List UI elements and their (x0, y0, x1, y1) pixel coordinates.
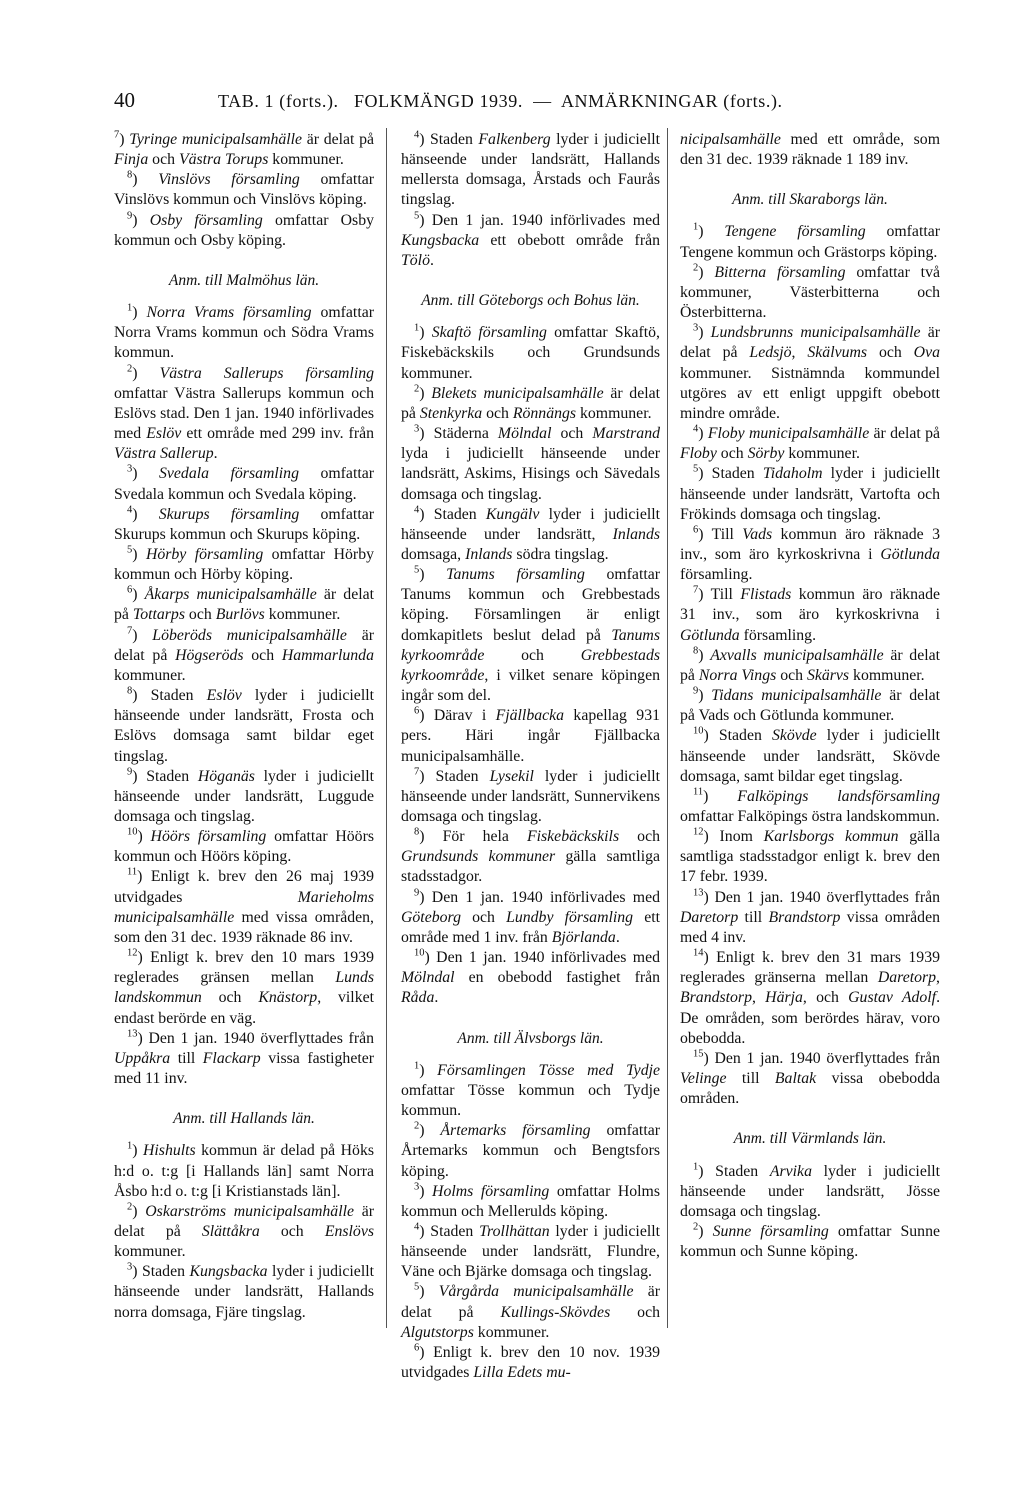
section-heading: Anm. till Värmlands län. (733, 1130, 887, 1148)
footnote: $^{11}$) Enligt k. brev den 26 maj 1939 utvidgades Marieholms municipalsamhälle med vissa områden, som den 31 dec. 1939 räknade 86 inv. (114, 867, 374, 946)
section-heading: Anm. till Älvsborgs län. (457, 1029, 604, 1047)
footnote: $^5$) Staden Tidaholm lyder i judiciellt hänseende under landsrätt, Vartofta och Frökinds domsaga och tingslag. (680, 464, 940, 523)
footnote: $^9$) Staden Höganäs lyder i judiciellt hänseende under landsrätt, Luggude domsaga och tingslag. (114, 766, 374, 825)
footnote: $^4$) Staden Falkenberg lyder i judiciellt hänseende under landsrätt, Hallands mellersta domsaga, Årstads och Faurås tingslag. (401, 129, 660, 209)
footnote: $^3$) Lundsbrunns municipalsamhälle är delat på Ledsjö, Skälvums och Ova kommuner. Sistnämnda kommundel utgöres av ett enligt uppgift obebott mindre område. (680, 322, 940, 422)
text-column-3 (680, 130, 940, 1262)
footnote: nicipalsamhälle med ett område, som den 31 dec. 1939 räknade 1 189 inv. (680, 131, 940, 169)
footnote: $^2$) Sunne församling omfattar Sunne kommun och Sunne köping. (680, 1221, 940, 1261)
page-header (0, 88, 1024, 118)
column-divider-1 (386, 128, 387, 1328)
footnote: $^1$) Församlingen Tösse med Tydje omfattar Tösse kommun och Tydje kommun. (401, 1060, 660, 1120)
section-heading: Anm. till Malmöhus län. (168, 271, 320, 289)
footnote: $^8$) Staden Eslöv lyder i judiciellt hänseende under landsrätt, Frosta och Eslövs domsaga samt bildar eget tingslag. (114, 685, 374, 765)
page-number: 40 (114, 88, 135, 112)
footnote: $^2$) Bitterna församling omfattar två kommuner, Västerbitterna och Österbitterna. (680, 262, 940, 322)
footnote: $^3$) Svedala församling omfattar Svedala kommun och Svedala köping. (114, 464, 374, 503)
section-heading: Anm. till Göteborgs och Bohus län. (421, 292, 640, 310)
footnote: $^6$) Till Vads kommun äro räknade 3 inv., som äro kyrkoskrivna i Götlunda församling. (680, 524, 940, 584)
footnote: $^9$) Den 1 jan. 1940 införlivades med Göteborg och Lundby församling ett område med 1 inv. från Björlanda. (401, 887, 660, 946)
footnote: $^2$) Blekets municipalsamhälle är delat på Stenkyrka och Rönnängs kommuner. (401, 383, 660, 422)
footnote: $^{10}$) Den 1 jan. 1940 införlivades med Mölndal en obebodd fastighet från Råda. (401, 947, 660, 1007)
text-column-2 (401, 130, 660, 1383)
footnote: $^5$) Tanums församling omfattar Tanums kommun och Grebbestads köping. Församlingen är enligt domkapitlets beslut delad på Tanums kyrkoområde och Grebbestads kyrkoområde, i vilket senare köpingen ingår som del. (401, 564, 660, 705)
footnote: $^{10}$) Höörs församling omfattar Höörs kommun och Höörs köping. (114, 826, 374, 866)
footnote: $^5$) Hörby församling omfattar Hörby kommun och Hörby köping. (114, 544, 374, 584)
footnote: $^1$) Norra Vrams församling omfattar Norra Vrams kommun och Södra Vrams kommun. (114, 302, 374, 362)
footnote: $^2$) Oskarströms municipalsamhälle är delat på Slättåkra och Enslövs kommuner. (114, 1201, 374, 1261)
section-heading: Anm. till Hallands län. (173, 1110, 315, 1128)
footnote: $^{15}$) Den 1 jan. 1940 överflyttades från Velinge till Baltak vissa obebodda områden. (680, 1048, 940, 1108)
footnote: $^8$) Axvalls municipalsamhälle är delat på Norra Vings och Skärvs kommuner. (680, 645, 941, 684)
footnote: $^3$) Städerna Mölndal och Marstrand lyda i judiciellt hänseende under landsrätt, Askims, Hisings och Sävedals domsaga och tingslag. (401, 423, 660, 503)
footnote: $^2$) Västra Sallerups församling omfattar Västra Sallerups kommun och Eslövs stad. Den 1 jan. 1940 införlivades med Eslöv ett område med 299 inv. från Västra Sallerup. (114, 363, 375, 463)
footnote: $^2$) Årtemarks församling omfattar Årtemarks kommun och Bengtsfors köping. (401, 1120, 660, 1180)
footnote: $^5$) Vårgårda municipalsamhälle är delat på Kullings-Skövdes och Algutstorps kommuner. (401, 1282, 660, 1341)
footnote: $^{13}$) Den 1 jan. 1940 överflyttades från Uppåkra till Flackarp vissa fastigheter med 11 inv. (114, 1028, 374, 1088)
footnote: $^8$) Vinslövs församling omfattar Vinslövs kommun och Vinslövs köping. (114, 170, 374, 209)
footnote: $^{14}$) Enligt k. brev den 31 mars 1939 reglerades gränserna mellan Daretorp, Brandstorp, Härja, och Gustav Adolf. De områden, som berördes härav, voro obebodda. (680, 947, 941, 1047)
footnote: $^5$) Den 1 jan. 1940 införlivades med Kungsbacka ett obebott område från Tölö. (401, 210, 660, 269)
footnote: $^8$) För hela Fiskebäckskils och Grundsunds kommuner gälla samtliga stadsstadgor. (401, 826, 661, 886)
footnote: $^4$) Staden Kungälv lyder i judiciellt hänseende under landsrätt, Inlands domsaga, Inlands södra tingslag. (401, 504, 660, 563)
footnote: $^{13}$) Den 1 jan. 1940 överflyttades från Daretorp till Brandstorp vissa områden med 4 inv. (680, 887, 940, 946)
footnote: $^7$) Staden Lysekil lyder i judiciellt hänseende under landsrätt, Sunnervikens domsaga och tingslag. (401, 766, 660, 825)
footnote: $^4$) Staden Trollhättan lyder i judiciellt hänseende under landsrätt, Flundre, Väne och Bjärke domsaga och tingslag. (401, 1221, 660, 1281)
footnote: $^1$) Skaftö församling omfattar Skaftö, Fiskebäckskils och Grundsunds kommuner. (401, 322, 660, 382)
footnote: $^3$) Holms församling omfattar Holms kommun och Mellerulds köping. (401, 1181, 660, 1220)
footnote: $^1$) Staden Arvika lyder i judiciellt hänseende under landsrätt, Jösse domsaga och tingslag. (680, 1161, 940, 1220)
footnote: $^3$) Staden Kungsbacka lyder i judiciellt hänseende under landsrätt, Hallands norra domsaga, Fjäre tingslag. (114, 1262, 374, 1321)
page-running-title: TAB. 1 (forts.). FOLKMÄNGD 1939. — ANMÄRKNINGAR (forts.). (218, 91, 783, 111)
footnote: $^1$) Tengene församling omfattar Tengene kommun och Grästorps köping. (680, 222, 940, 261)
footnote: $^7$) Till Flistads kommun äro räknade 31 inv., som äro kyrkoskrivna i Götlunda församling. (680, 585, 940, 644)
footnote: $^1$) Hishults kommun är delad på Höks h:d o. t:g [i Hallands län] samt Norra Åsbo h:d o. t:g [i Kristianstads län]. (114, 1141, 374, 1200)
footnote: $^6$) Åkarps municipalsamhälle är delat på Tottarps och Burlövs kommuner. (114, 585, 375, 624)
section-heading: Anm. till Skaraborgs län. (732, 191, 888, 209)
footnote: $^7$) Tyringe municipalsamhälle är delat på Finja och Västra Torups kommuner. (114, 129, 375, 169)
footnote: $^4$) Floby municipalsamhälle är delat på Floby och Sörby kommuner. (680, 423, 941, 463)
footnote: $^9$) Tidans municipalsamhälle är delat på Vads och Götlunda kommuner. (680, 685, 940, 725)
footnote: $^7$) Löberöds municipalsamhälle är delat på Högseröds och Hammarlunda kommuner. (114, 625, 374, 684)
footnote: $^{10}$) Staden Skövde lyder i judiciellt hänseende under landsrätt, Skövde domsaga, samt bildar eget tingslag. (680, 726, 940, 785)
footnote: $^9$) Osby församling omfattar Osby kommun och Osby köping. (114, 210, 374, 249)
footnote: $^{12}$) Inom Karlsborgs kommun gälla samtliga stadsstadgor enligt k. brev den 17 febr. 1939. (680, 826, 940, 886)
footnote: $^6$) Enligt k. brev den 10 nov. 1939 utvidgades Lilla Edets mu- (401, 1342, 660, 1382)
footnote: $^6$) Därav i Fjällbacka kapellag 931 pers. Häri ingår Fjällbacka municipalsamhälle. (401, 705, 660, 765)
footnote: $^4$) Skurups församling omfattar Skurups kommun och Skurups köping. (114, 504, 374, 543)
footnote: $^{11}$) Falköpings landsförsamling omfattar Falköpings östra landskommun. (680, 786, 940, 825)
footnote: $^{12}$) Enligt k. brev den 10 mars 1939 reglerades gränsen mellan Lunds landskommun och Knästorp, vilket endast berörde en väg. (114, 947, 374, 1027)
column-divider-2 (667, 128, 668, 1328)
text-column-1 (114, 130, 374, 1323)
